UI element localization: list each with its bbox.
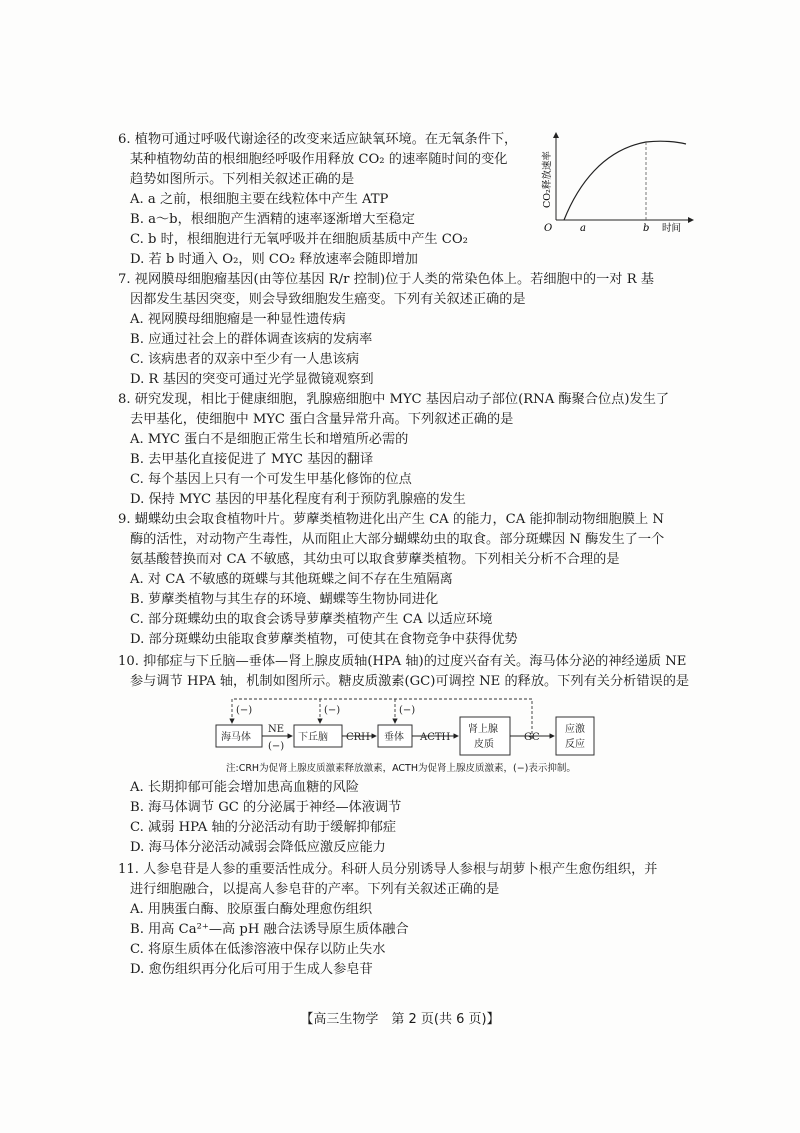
arrow-ne: NE: [268, 724, 285, 735]
flowchart-note: 注:CRH为促肾上腺皮质激素释放激素，ACTH为促肾上腺皮质激素，(−)表示抑制。: [226, 763, 576, 774]
inhibit-label: (−): [324, 705, 341, 716]
question-text: 去甲基化，使细胞中 MYC 蛋白含量异常升高。下列叙述正确的是: [130, 412, 514, 427]
box-stress: 应激: [565, 724, 585, 735]
question-text: 进行细胞融合，以提高人参皂苷的产率。下列有关叙述正确的是: [130, 882, 500, 897]
arrow-crh: CRH: [346, 732, 370, 743]
option-a: A. 用胰蛋白酶、胶原蛋白酶处理愈伤组织: [130, 902, 373, 917]
option-c: C. 每个基因上只有一个可发生甲基化修饰的位点: [130, 472, 412, 487]
question-text: 氨基酸替换而对 CA 不敏感，其幼虫可以取食萝藦类植物。下列相关分析不合理的是: [130, 552, 620, 567]
option-a: A. 长期抑郁可能会增加患高血糖的风险: [130, 780, 359, 795]
inhibit-label: (−): [399, 705, 416, 716]
question-8: [118, 390, 698, 510]
question-text: 8. 研究发现，相比于健康细胞，乳腺癌细胞中 MYC 基因启动子部位(RNA 酶聚合位点)发生了: [118, 392, 670, 407]
question-text: 9. 蝴蝶幼虫会取食植物叶片。萝藦类植物进化出产生 CA 的能力，CA 能抑制动物细胞膜上 N: [118, 512, 664, 527]
question-text: 酶的活性，对动物产生毒性，从而阻止大部分蝴蝶幼虫的取食。部分斑蝶因 N 酶发生了一个: [130, 532, 665, 547]
option-d: D. 愈伤组织再分化后可用于生成人参皂苷: [130, 962, 373, 977]
y-axis-label: CO₂释放速率: [542, 151, 553, 208]
option-b: B. 海马体调节 GC 的分泌属于神经—体液调节: [130, 800, 402, 815]
arrow-gc: GC: [524, 732, 540, 743]
question-10: [118, 652, 698, 692]
option-a: A. MYC 蛋白不是细胞正常生长和增殖所必需的: [130, 432, 409, 447]
question-text: 参与调节 HPA 轴，机制如图所示。糖皮质激素(GC)可调控 NE 的释放。下列有关分析错误的是: [130, 674, 690, 689]
option-c: C. 减弱 HPA 轴的分泌活动有助于缓解抑郁症: [130, 820, 397, 835]
option-d: D. 若 b 时通入 O₂，则 CO₂ 释放速率会随即增加: [130, 252, 418, 267]
box-response: 反应: [565, 739, 585, 750]
question-text: 趋势如图所示。下列相关叙述正确的是: [130, 172, 355, 187]
question-7: [118, 270, 698, 390]
box-adrenal-cortex: 皮质: [474, 739, 494, 750]
question-9: [118, 510, 698, 650]
x-axis-label: 时间: [662, 223, 682, 234]
option-d: D. 保持 MYC 基因的甲基化程度有利于预防乳腺癌的发生: [130, 492, 466, 507]
option-a: A. 视网膜母细胞瘤是一种显性遗传病: [130, 312, 346, 327]
option-d: D. 部分斑蝶幼虫能取食萝藦类植物，可使其在食物竞争中获得优势: [130, 632, 518, 647]
question-text: 11. 人参皂苷是人参的重要活性成分。科研人员分别诱导人参根与胡萝卜根产生愈伤组织，并: [118, 862, 658, 877]
option-b: B. 应通过社会上的群体调查该病的发病率: [130, 332, 373, 347]
origin-label: O: [544, 223, 553, 234]
question-text: 某种植物幼苗的根细胞经呼吸作用释放 CO₂ 的速率随时间的变化: [130, 152, 508, 167]
option-b: B. 去甲基化直接促进了 MYC 基因的翻译: [130, 452, 374, 467]
box-hypothalamus: 下丘脑: [298, 732, 328, 743]
option-a: A. a 之前，根细胞主要在线粒体中产生 ATP: [130, 192, 389, 207]
question-text: 6. 植物可通过呼吸代谢途径的改变来适应缺氧环境。在无氧条件下，: [118, 132, 518, 147]
option-c: C. 该病患者的双亲中至少有一人患该病: [130, 352, 360, 367]
inhibit-label: (−): [268, 741, 285, 752]
option-d: D. R 基因的突变可通过光学显微镜观察到: [130, 372, 374, 387]
option-b: B. 萝藦类植物与其生存的环境、蝴蝶等生物协同进化: [130, 592, 439, 607]
box-hippocampus: 海马体: [221, 732, 251, 743]
box-pituitary: 垂体: [384, 732, 404, 743]
tick-a: a: [580, 223, 586, 234]
option-a: A. 对 CA 不敏感的斑蝶与其他斑蝶之间不存在生殖隔离: [130, 572, 453, 587]
option-c: C. b 时，根细胞进行无氧呼吸并在细胞质基质中产生 CO₂: [130, 232, 468, 247]
rate-curve: [564, 141, 686, 220]
box-adrenal: 肾上腺: [468, 724, 498, 735]
option-c: C. 将原生质体在低渗溶液中保存以防止失水: [130, 942, 386, 957]
option-b: B. a～b，根细胞产生酒精的速率逐渐增大至稳定: [130, 212, 415, 227]
inhibit-label: (−): [236, 705, 253, 716]
question-text: 因都发生基因突变，则会导致细胞发生癌变。下列有关叙述正确的是: [130, 292, 526, 307]
option-d: D. 海马体分泌活动减弱会降低应激反应能力: [130, 840, 386, 855]
tick-b: b: [643, 223, 650, 234]
question-text: 7. 视网膜母细胞瘤基因(由等位基因 R/r 控制)位于人类的常染色体上。若细胞中的一对 R 基: [118, 272, 654, 287]
question-text: 10. 抑郁症与下丘脑—垂体—肾上腺皮质轴(HPA 轴)的过度兴奋有关。海马体分泌的神经递质 NE: [118, 654, 687, 669]
question-10-options: [118, 778, 698, 858]
option-c: C. 部分斑蝶幼虫的取食会诱导萝藦类植物产生 CA 以适应环境: [130, 612, 493, 627]
hpa-flowchart: [212, 693, 602, 759]
arrow-acth: ACTH: [420, 732, 451, 743]
page-footer: 【高三生物学 第 2 页(共 6 页)】: [300, 1012, 500, 1027]
question-11: [118, 860, 698, 980]
option-b: B. 用高 Ca²⁺—高 pH 融合法诱导原生质体融合: [130, 922, 409, 937]
co2-rate-graph: [538, 130, 698, 235]
